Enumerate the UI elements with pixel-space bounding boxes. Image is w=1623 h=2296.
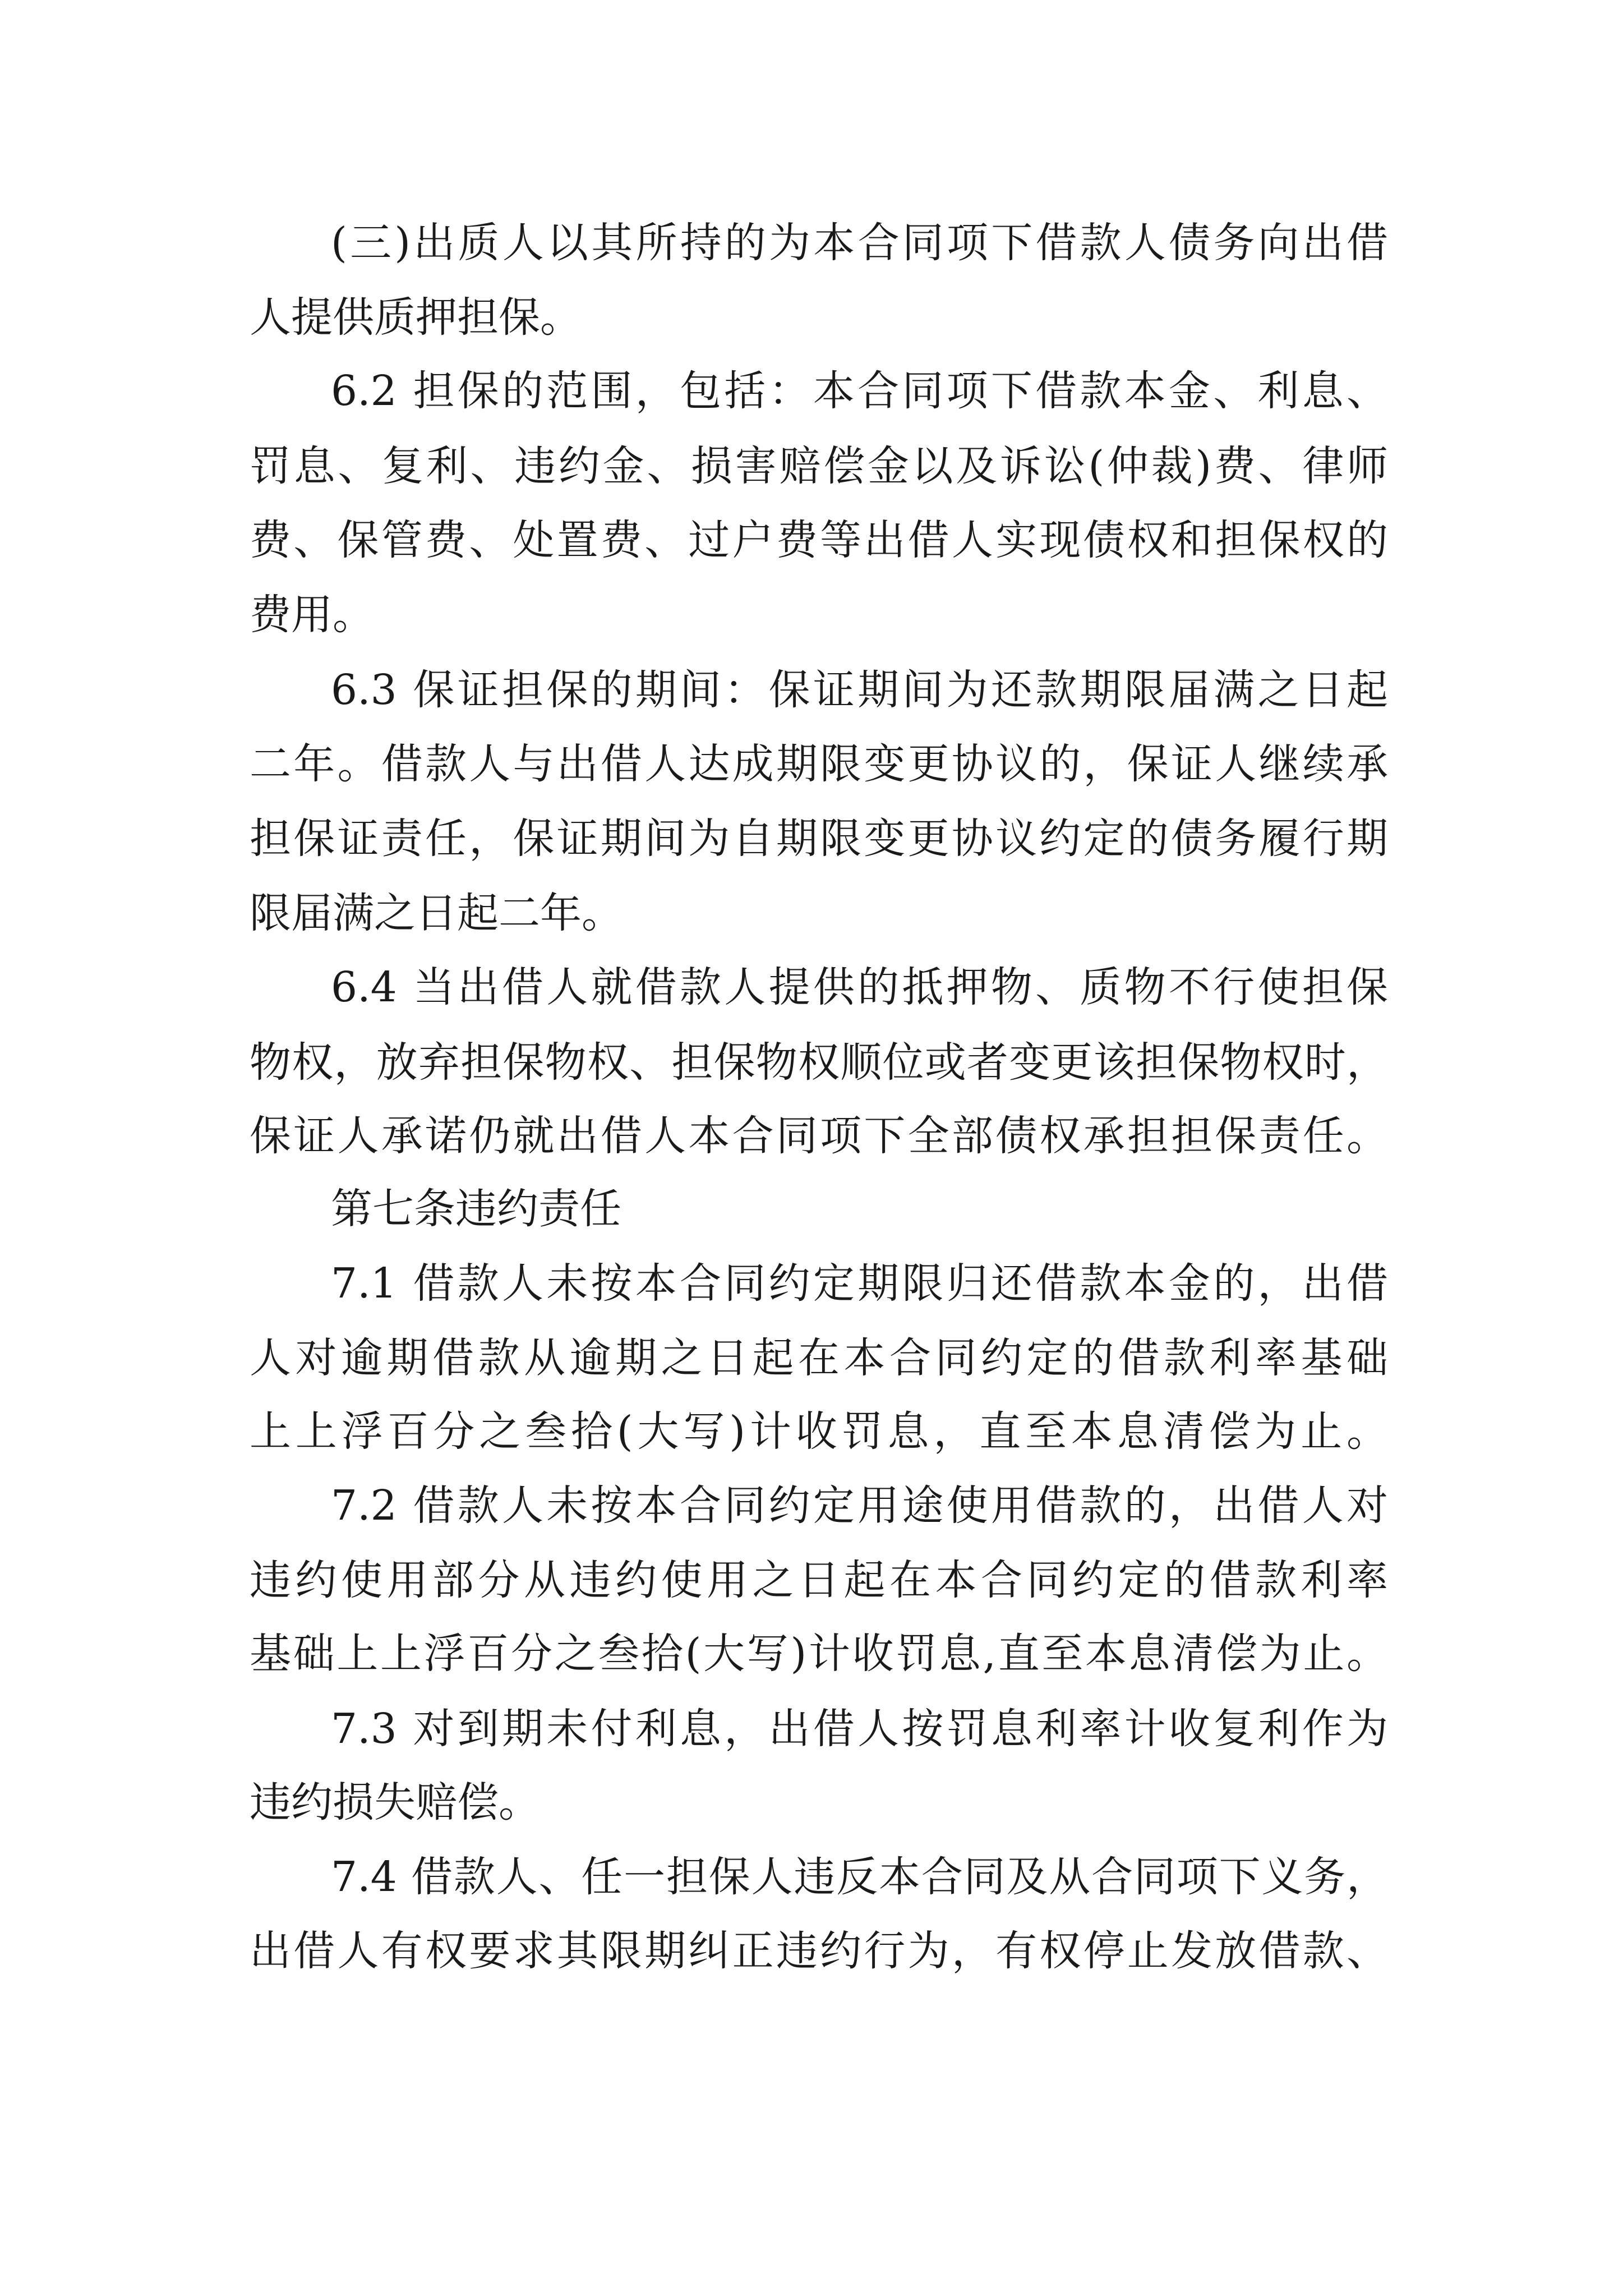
paragraph-line: 物权，放弃担保物权、担保物权顺位或者变更该担保物权时， <box>250 1038 1388 1087</box>
paragraph-line: 违约损失赔偿。 <box>250 1778 540 1826</box>
paragraph-line: 6.2 担保的范围，包括：本合同项下借款本金、利息、 <box>331 367 1388 415</box>
paragraph-line: (三)出质人以其所持的为本合同项下借款人债务向出借 <box>331 219 1388 267</box>
paragraph-line: 上上浮百分之叁拾(大写)计收罚息，直至本息清偿为止。 <box>250 1407 1388 1456</box>
paragraph-line: 费用。 <box>250 591 374 639</box>
paragraph-line: 限届满之日起二年。 <box>250 889 623 937</box>
paragraph-line: 保证人承诺仍就出借人本合同项下全部债权承担担保责任。 <box>250 1112 1388 1160</box>
section-heading: 第七条违约责任 <box>331 1185 621 1233</box>
paragraph-line: 人提供质押担保。 <box>250 293 582 342</box>
paragraph-line: 6.3 保证担保的期间：保证期间为还款期限届满之日起 <box>331 666 1388 714</box>
paragraph-line: 二年。借款人与出借人达成期限变更协议的，保证人继续承 <box>250 740 1388 788</box>
paragraph-line: 担保证责任，保证期间为自期限变更协议约定的债务履行期 <box>250 815 1388 863</box>
paragraph-line: 7.4 借款人、任一担保人违反本合同及从合同项下义务， <box>331 1853 1388 1901</box>
paragraph-line: 7.1 借款人未按本合同约定期限归还借款本金的，出借 <box>331 1259 1388 1308</box>
paragraph-line: 违约使用部分从违约使用之日起在本合同约定的借款利率 <box>250 1556 1388 1604</box>
paragraph-line: 人对逾期借款从逾期之日起在本合同约定的借款利率基础 <box>250 1334 1388 1382</box>
paragraph-line: 基础上上浮百分之叁拾(大写)计收罚息,直至本息清偿为止。 <box>250 1630 1388 1678</box>
paragraph-line: 罚息、复利、违约金、损害赔偿金以及诉讼(仲裁)费、律师 <box>250 442 1388 490</box>
paragraph-line: 费、保管费、处置费、过户费等出借人实现债权和担保权的 <box>250 516 1388 564</box>
paragraph-line: 6.4 当出借人就借款人提供的抵押物、质物不行使担保 <box>331 963 1388 1011</box>
paragraph-line: 出借人有权要求其限期纠正违约行为，有权停止发放借款、 <box>250 1927 1388 1975</box>
paragraph-line: 7.2 借款人未按本合同约定用途使用借款的，出借人对 <box>331 1481 1388 1530</box>
paragraph-line: 7.3 对到期未付利息，出借人按罚息利率计收复利作为 <box>331 1705 1388 1753</box>
